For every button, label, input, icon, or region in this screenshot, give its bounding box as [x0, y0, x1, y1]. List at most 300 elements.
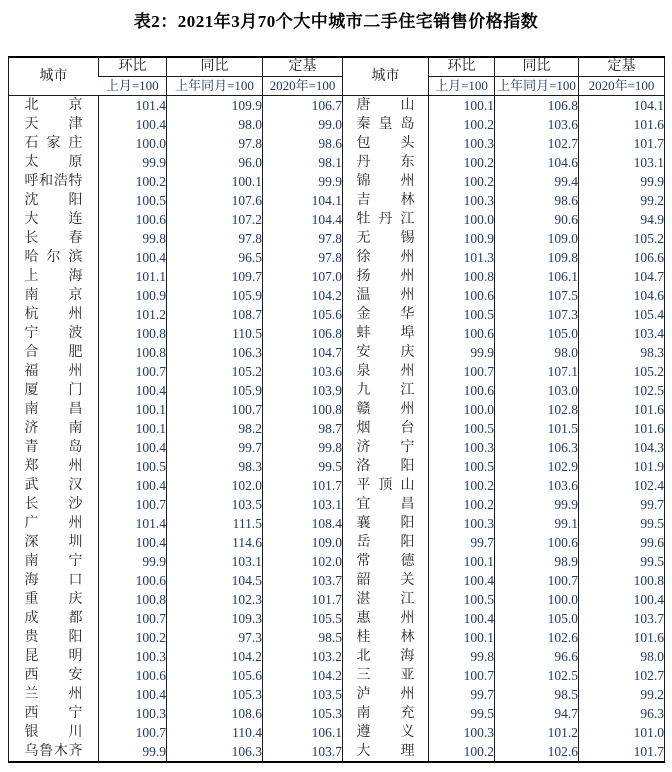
city-name: 郑州 — [24, 459, 83, 474]
mom-value-cell: 100.2 — [429, 172, 495, 191]
city-cell — [9, 324, 99, 343]
mom-value-cell: 100.3 — [429, 134, 495, 153]
table-row — [9, 609, 665, 628]
yoy-value-cell: 100.1 — [167, 172, 263, 191]
base-value-cell: 100.8 — [579, 571, 665, 590]
mom-value-cell: 100.4 — [429, 609, 495, 628]
city-cell — [343, 590, 429, 609]
city-cell — [9, 723, 99, 742]
table-row — [9, 324, 665, 343]
city-cell — [9, 666, 99, 685]
base-value-cell: 102.0 — [263, 552, 343, 571]
mom-value-cell: 100.4 — [99, 685, 167, 704]
city-cell — [343, 343, 429, 362]
base-value-cell: 105.3 — [263, 704, 343, 723]
city-name: 合肥 — [24, 345, 83, 360]
table-row — [9, 419, 665, 438]
base-value-cell: 101.6 — [579, 628, 665, 647]
yoy-value-cell: 98.0 — [167, 115, 263, 134]
city-name: 济南 — [24, 421, 83, 436]
base-value-cell: 101.9 — [579, 457, 665, 476]
table-row — [9, 153, 665, 172]
base-value-cell: 101.7 — [579, 134, 665, 153]
base-value-cell: 100.4 — [579, 590, 665, 609]
city-name: 安庆 — [356, 345, 415, 360]
table-row — [9, 191, 665, 210]
city-name: 青岛 — [24, 440, 83, 455]
base-value-cell: 97.8 — [263, 248, 343, 267]
city-name: 湛江 — [356, 592, 415, 607]
city-name: 福州 — [24, 364, 83, 379]
base-value-cell: 99.5 — [579, 514, 665, 533]
city-name: 锦州 — [356, 174, 415, 189]
yoy-value-cell: 99.1 — [495, 514, 579, 533]
yoy-value-cell: 105.0 — [495, 324, 579, 343]
yoy-value-cell: 97.8 — [167, 134, 263, 153]
mom-value-cell: 100.1 — [99, 419, 167, 438]
yoy-value-cell: 100.6 — [495, 533, 579, 552]
city-cell — [343, 362, 429, 381]
city-cell — [343, 476, 429, 495]
yoy-value-cell: 106.8 — [495, 96, 579, 116]
header-yoy-base-right: 上年同月=100 — [495, 77, 579, 96]
base-value-cell: 108.4 — [263, 514, 343, 533]
yoy-value-cell: 103.6 — [495, 476, 579, 495]
city-name: 烟台 — [356, 421, 415, 436]
yoy-value-cell: 105.0 — [495, 609, 579, 628]
yoy-value-cell: 102.3 — [167, 590, 263, 609]
yoy-value-cell: 100.0 — [495, 590, 579, 609]
city-cell — [9, 571, 99, 590]
header-mom-base-right: 上月=100 — [429, 77, 495, 96]
city-name: 呼和浩特 — [24, 174, 83, 189]
yoy-value-cell: 98.2 — [167, 419, 263, 438]
city-name: 平顶山 — [356, 478, 415, 493]
yoy-value-cell: 96.6 — [495, 647, 579, 666]
base-value-cell: 103.7 — [263, 742, 343, 762]
header-fixed-base-left: 2020年=100 — [263, 77, 343, 96]
city-cell — [9, 647, 99, 666]
city-name: 西宁 — [24, 706, 83, 721]
mom-value-cell: 100.7 — [99, 495, 167, 514]
mom-value-cell: 100.3 — [429, 514, 495, 533]
yoy-value-cell: 106.3 — [167, 742, 263, 762]
city-name: 北京 — [24, 98, 83, 113]
yoy-value-cell: 107.3 — [495, 305, 579, 324]
yoy-value-cell: 99.9 — [495, 495, 579, 514]
base-value-cell: 98.0 — [579, 647, 665, 666]
base-value-cell: 98.6 — [263, 134, 343, 153]
mom-value-cell: 100.3 — [429, 438, 495, 457]
city-name: 太原 — [24, 155, 83, 170]
yoy-value-cell: 101.5 — [495, 419, 579, 438]
base-value-cell: 99.9 — [263, 172, 343, 191]
city-name: 哈尔滨 — [24, 250, 83, 265]
header-mom-left: 环比 — [99, 57, 167, 77]
table-row — [9, 400, 665, 419]
yoy-value-cell: 96.0 — [167, 153, 263, 172]
city-cell — [343, 324, 429, 343]
city-name: 蚌埠 — [356, 326, 415, 341]
table-row — [9, 628, 665, 647]
city-name: 遵义 — [356, 725, 415, 740]
header-yoy-left: 同比 — [167, 57, 263, 77]
city-name: 九江 — [356, 383, 415, 398]
city-cell — [9, 96, 99, 116]
city-cell — [9, 552, 99, 571]
base-value-cell: 106.1 — [263, 723, 343, 742]
base-value-cell: 100.8 — [263, 400, 343, 419]
city-name: 济宁 — [356, 440, 415, 455]
city-cell — [9, 514, 99, 533]
city-name: 长春 — [24, 231, 83, 246]
city-name: 宜昌 — [356, 497, 415, 512]
yoy-value-cell: 97.3 — [167, 628, 263, 647]
city-name: 厦门 — [24, 383, 83, 398]
mom-value-cell: 100.2 — [429, 476, 495, 495]
base-value-cell: 101.0 — [579, 723, 665, 742]
mom-value-cell: 100.2 — [99, 172, 167, 191]
header-fixed-base-right: 2020年=100 — [579, 77, 665, 96]
city-cell — [9, 248, 99, 267]
city-cell — [343, 153, 429, 172]
base-value-cell: 104.2 — [263, 666, 343, 685]
table-row — [9, 552, 665, 571]
base-value-cell: 104.7 — [263, 343, 343, 362]
yoy-value-cell: 110.4 — [167, 723, 263, 742]
base-value-cell: 97.8 — [263, 229, 343, 248]
yoy-value-cell: 107.5 — [495, 286, 579, 305]
mom-value-cell: 100.6 — [429, 324, 495, 343]
base-value-cell: 106.8 — [263, 324, 343, 343]
base-value-cell: 103.6 — [263, 362, 343, 381]
city-cell — [343, 400, 429, 419]
base-value-cell: 104.1 — [579, 96, 665, 116]
yoy-value-cell: 107.1 — [495, 362, 579, 381]
city-cell — [343, 666, 429, 685]
base-value-cell: 103.7 — [579, 609, 665, 628]
city-cell — [9, 172, 99, 191]
city-name: 包头 — [356, 136, 415, 151]
base-value-cell: 99.5 — [579, 552, 665, 571]
city-name: 武汉 — [24, 478, 83, 493]
city-cell — [343, 647, 429, 666]
yoy-value-cell: 104.6 — [495, 153, 579, 172]
mom-value-cell: 100.8 — [429, 267, 495, 286]
yoy-value-cell: 99.4 — [495, 172, 579, 191]
yoy-value-cell: 114.6 — [167, 533, 263, 552]
table-row — [9, 115, 665, 134]
base-value-cell: 103.5 — [263, 685, 343, 704]
mom-value-cell: 100.5 — [99, 457, 167, 476]
city-name: 泸州 — [356, 687, 415, 702]
yoy-value-cell: 98.5 — [495, 685, 579, 704]
mom-value-cell: 100.4 — [99, 476, 167, 495]
yoy-value-cell: 109.3 — [167, 609, 263, 628]
table-row — [9, 172, 665, 191]
mom-value-cell: 101.4 — [99, 96, 167, 116]
yoy-value-cell: 102.7 — [495, 134, 579, 153]
mom-value-cell: 100.0 — [99, 134, 167, 153]
yoy-value-cell: 105.9 — [167, 381, 263, 400]
city-name: 昆明 — [24, 649, 83, 664]
city-cell — [9, 343, 99, 362]
yoy-value-cell: 100.7 — [167, 400, 263, 419]
mom-value-cell: 100.6 — [429, 381, 495, 400]
base-value-cell: 103.7 — [263, 571, 343, 590]
table-row — [9, 704, 665, 723]
yoy-value-cell: 109.7 — [167, 267, 263, 286]
mom-value-cell: 100.9 — [429, 229, 495, 248]
yoy-value-cell: 104.2 — [167, 647, 263, 666]
city-name: 洛阳 — [356, 459, 415, 474]
mom-value-cell: 100.3 — [99, 647, 167, 666]
city-cell — [343, 381, 429, 400]
city-cell — [9, 419, 99, 438]
city-name: 贵阳 — [24, 630, 83, 645]
mom-value-cell: 99.7 — [429, 685, 495, 704]
table-row — [9, 742, 665, 762]
base-value-cell: 106.7 — [263, 96, 343, 116]
city-cell — [343, 419, 429, 438]
table-row — [9, 248, 665, 267]
mom-value-cell: 99.9 — [429, 343, 495, 362]
price-index-table — [8, 56, 665, 763]
city-cell — [9, 153, 99, 172]
header-row-sub — [9, 77, 665, 96]
table-row — [9, 457, 665, 476]
city-name: 乌鲁木齐 — [24, 744, 83, 759]
mom-value-cell: 100.3 — [429, 191, 495, 210]
city-cell — [343, 628, 429, 647]
mom-value-cell: 100.9 — [99, 286, 167, 305]
base-value-cell: 94.9 — [579, 210, 665, 229]
mom-value-cell: 100.2 — [99, 628, 167, 647]
mom-value-cell: 99.9 — [99, 742, 167, 762]
yoy-value-cell: 103.0 — [495, 381, 579, 400]
mom-value-cell: 100.4 — [99, 115, 167, 134]
yoy-value-cell: 109.9 — [167, 96, 263, 116]
table-row — [9, 495, 665, 514]
city-cell — [343, 457, 429, 476]
mom-value-cell: 100.1 — [429, 628, 495, 647]
base-value-cell: 105.2 — [579, 362, 665, 381]
base-value-cell: 103.2 — [263, 647, 343, 666]
table-row — [9, 438, 665, 457]
base-value-cell: 101.6 — [579, 115, 665, 134]
mom-value-cell: 100.4 — [99, 533, 167, 552]
mom-value-cell: 100.7 — [429, 362, 495, 381]
city-cell — [343, 191, 429, 210]
yoy-value-cell: 102.9 — [495, 457, 579, 476]
base-value-cell: 105.6 — [263, 305, 343, 324]
table-row — [9, 267, 665, 286]
base-value-cell: 98.5 — [263, 628, 343, 647]
yoy-value-cell: 101.2 — [495, 723, 579, 742]
city-cell — [343, 438, 429, 457]
yoy-value-cell: 98.3 — [167, 457, 263, 476]
mom-value-cell: 100.2 — [429, 742, 495, 762]
yoy-value-cell: 103.1 — [167, 552, 263, 571]
table-row — [9, 134, 665, 153]
city-cell — [343, 704, 429, 723]
mom-value-cell: 100.7 — [99, 723, 167, 742]
yoy-value-cell: 107.2 — [167, 210, 263, 229]
document-page — [0, 7, 672, 772]
mom-value-cell: 100.6 — [99, 571, 167, 590]
mom-value-cell: 100.5 — [429, 590, 495, 609]
city-cell — [9, 685, 99, 704]
city-name: 徐州 — [356, 250, 415, 265]
mom-value-cell: 100.4 — [99, 381, 167, 400]
city-name: 丹东 — [356, 155, 415, 170]
mom-value-cell: 101.1 — [99, 267, 167, 286]
yoy-value-cell: 103.6 — [495, 115, 579, 134]
city-name: 扬州 — [356, 269, 415, 284]
table-row — [9, 571, 665, 590]
city-cell — [343, 229, 429, 248]
yoy-value-cell: 108.6 — [167, 704, 263, 723]
city-cell — [343, 210, 429, 229]
mom-value-cell: 100.0 — [429, 400, 495, 419]
base-value-cell: 109.0 — [263, 533, 343, 552]
yoy-value-cell: 103.5 — [167, 495, 263, 514]
base-value-cell: 103.9 — [263, 381, 343, 400]
base-value-cell: 99.7 — [579, 495, 665, 514]
mom-value-cell: 100.5 — [429, 457, 495, 476]
mom-value-cell: 100.1 — [429, 96, 495, 116]
yoy-value-cell: 100.7 — [495, 571, 579, 590]
table-row — [9, 514, 665, 533]
city-cell — [9, 533, 99, 552]
city-name: 上海 — [24, 269, 83, 284]
city-name: 唐山 — [356, 98, 415, 113]
city-cell — [9, 400, 99, 419]
city-name: 银川 — [24, 725, 83, 740]
yoy-value-cell: 105.9 — [167, 286, 263, 305]
mom-value-cell: 100.0 — [429, 210, 495, 229]
base-value-cell: 102.4 — [579, 476, 665, 495]
yoy-value-cell: 111.5 — [167, 514, 263, 533]
city-name: 大理 — [356, 744, 415, 759]
yoy-value-cell: 90.6 — [495, 210, 579, 229]
table-row — [9, 723, 665, 742]
base-value-cell: 105.2 — [579, 229, 665, 248]
city-name: 金华 — [356, 307, 415, 322]
city-name: 无锡 — [356, 231, 415, 246]
city-name: 三亚 — [356, 668, 415, 683]
city-cell — [9, 381, 99, 400]
yoy-value-cell: 109.8 — [495, 248, 579, 267]
city-name: 温州 — [356, 288, 415, 303]
header-mom-base-left: 上月=100 — [99, 77, 167, 96]
city-name: 北海 — [356, 649, 415, 664]
city-name: 泉州 — [356, 364, 415, 379]
table-row — [9, 590, 665, 609]
city-name: 桂林 — [356, 630, 415, 645]
city-cell — [343, 609, 429, 628]
city-cell — [343, 115, 429, 134]
city-cell — [9, 495, 99, 514]
base-value-cell: 98.3 — [579, 343, 665, 362]
city-name: 岳阳 — [356, 535, 415, 550]
mom-value-cell: 100.6 — [99, 210, 167, 229]
base-value-cell: 105.5 — [263, 609, 343, 628]
base-value-cell: 101.7 — [263, 476, 343, 495]
yoy-value-cell: 106.3 — [495, 438, 579, 457]
header-city-right: 城市 — [343, 57, 429, 96]
mom-value-cell: 100.2 — [429, 153, 495, 172]
city-cell — [9, 362, 99, 381]
city-name: 南宁 — [24, 554, 83, 569]
city-cell — [343, 514, 429, 533]
city-name: 秦皇岛 — [356, 117, 415, 132]
city-cell — [9, 134, 99, 153]
header-fixed-right: 定基 — [579, 57, 665, 77]
yoy-value-cell: 105.3 — [167, 685, 263, 704]
table-row — [9, 305, 665, 324]
city-name: 大连 — [24, 212, 83, 227]
header-yoy-right: 同比 — [495, 57, 579, 77]
mom-value-cell: 100.5 — [429, 419, 495, 438]
city-name: 兰州 — [24, 687, 83, 702]
mom-value-cell: 99.7 — [429, 533, 495, 552]
city-cell — [343, 172, 429, 191]
base-value-cell: 104.4 — [263, 210, 343, 229]
city-name: 西安 — [24, 668, 83, 683]
city-name: 南京 — [24, 288, 83, 303]
city-name: 赣州 — [356, 402, 415, 417]
city-cell — [9, 457, 99, 476]
city-cell — [343, 533, 429, 552]
mom-value-cell: 100.7 — [99, 609, 167, 628]
yoy-value-cell: 98.9 — [495, 552, 579, 571]
city-cell — [343, 134, 429, 153]
yoy-value-cell: 107.6 — [167, 191, 263, 210]
mom-value-cell: 99.8 — [99, 229, 167, 248]
mom-value-cell: 99.5 — [429, 704, 495, 723]
city-cell — [343, 96, 429, 116]
base-value-cell: 101.7 — [579, 742, 665, 762]
mom-value-cell: 100.4 — [429, 571, 495, 590]
mom-value-cell: 100.8 — [99, 590, 167, 609]
base-value-cell: 102.7 — [579, 666, 665, 685]
mom-value-cell: 100.1 — [429, 552, 495, 571]
mom-value-cell: 100.4 — [99, 438, 167, 457]
base-value-cell: 107.0 — [263, 267, 343, 286]
yoy-value-cell: 102.6 — [495, 742, 579, 762]
base-value-cell: 101.7 — [263, 590, 343, 609]
yoy-value-cell: 94.7 — [495, 704, 579, 723]
base-value-cell: 101.6 — [579, 419, 665, 438]
base-value-cell: 106.6 — [579, 248, 665, 267]
mom-value-cell: 100.8 — [99, 324, 167, 343]
city-name: 宁波 — [24, 326, 83, 341]
city-cell — [343, 305, 429, 324]
city-cell — [9, 115, 99, 134]
header-yoy-base-left: 上年同月=100 — [167, 77, 263, 96]
base-value-cell: 104.7 — [579, 267, 665, 286]
mom-value-cell: 100.3 — [99, 704, 167, 723]
base-value-cell: 103.1 — [263, 495, 343, 514]
yoy-value-cell: 102.5 — [495, 666, 579, 685]
city-name: 常德 — [356, 554, 415, 569]
city-cell — [343, 742, 429, 762]
yoy-value-cell: 102.8 — [495, 400, 579, 419]
city-cell — [9, 704, 99, 723]
yoy-value-cell: 106.3 — [167, 343, 263, 362]
yoy-value-cell: 102.0 — [167, 476, 263, 495]
